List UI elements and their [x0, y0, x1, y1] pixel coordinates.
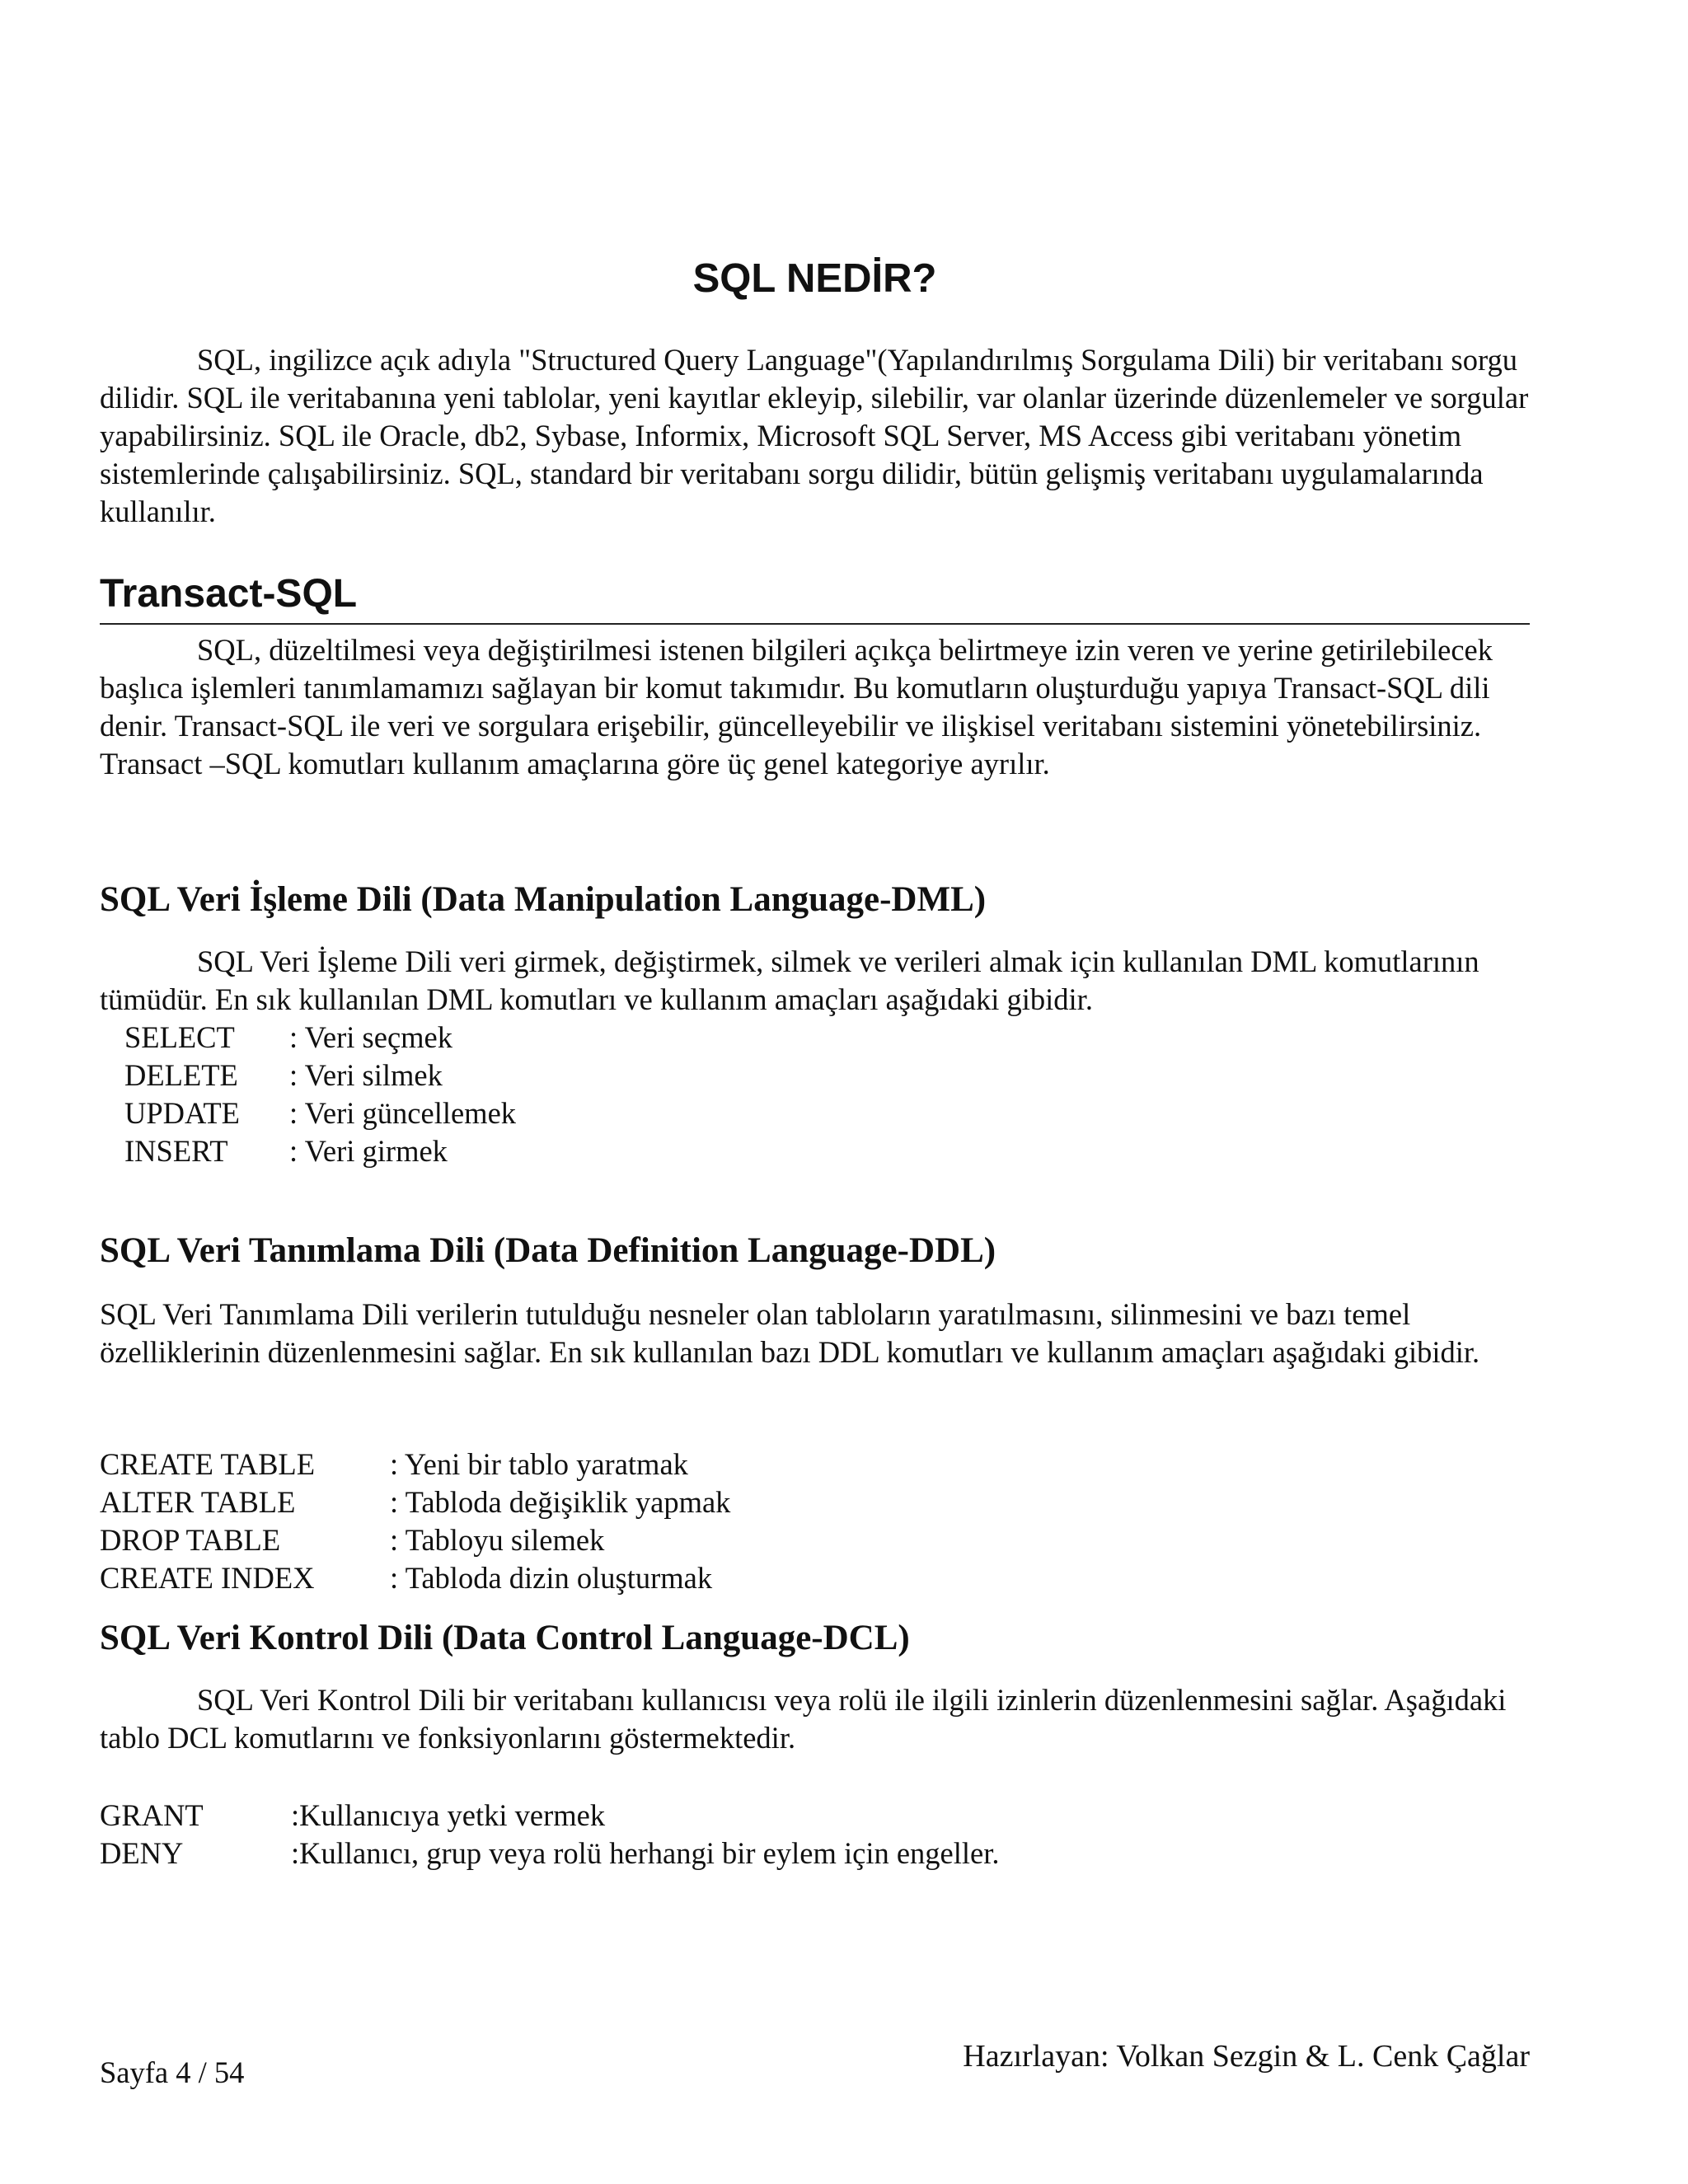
command-name: CREATE TABLE: [100, 1447, 316, 1481]
command-description: : Veri girmek: [289, 1134, 448, 1168]
command-description: :Kullanıcı, grup veya rolü herhangi bir eylem için engeller.: [291, 1836, 1000, 1870]
list-item: [100, 1835, 1000, 1872]
list-item: [124, 1057, 516, 1094]
command-description: : Tabloda değişiklik yapmak: [390, 1485, 731, 1519]
dml-command-list: [124, 1019, 516, 1170]
tsql-heading: Transact-SQL: [100, 572, 358, 616]
author-credit: Hazırlayan: Volkan Sezgin & L. Cenk Çağlar: [963, 2039, 1530, 2074]
list-item: [100, 1797, 1000, 1835]
command-description: : Tabloyu silemek: [390, 1523, 605, 1557]
command-name: DROP TABLE: [100, 1523, 281, 1557]
ddl-heading: SQL Veri Tanımlama Dili (Data Definition Language-DDL): [100, 1231, 996, 1270]
list-item: [100, 1483, 730, 1521]
heading-divider: [100, 623, 1530, 625]
document-page: [100, 0, 1530, 2184]
command-name: DENY: [100, 1836, 184, 1870]
tsql-paragraph: SQL, düzeltilmesi veya değiştirilmesi istenen bilgileri açıkça belirtmeye izin veren ve yerine getirilebilecek başlıca işlemleri tanımlamamızı sağlayan bir komut takımıdır. Bu komutların oluşturduğu yapıya Transact-SQL dili denir. Transact-SQL ile veri ve sorgulara erişebilir, güncelleyebilir ve ilişkisel veritabanı sistemini yönetebilirsiniz. Transact –SQL komutları kullanım amaçlarına göre üç genel kategoriye ayrılır.: [100, 633, 1493, 780]
command-name: DELETE: [124, 1058, 238, 1092]
page-number: Sayfa 4 / 54: [100, 2055, 245, 2089]
command-description: : Veri seçmek: [289, 1020, 452, 1054]
dml-paragraph: SQL Veri İşleme Dili veri girmek, değiştirmek, silmek ve verileri almak için kullanılan DML komutlarının tümüdür. En sık kullanılan DML komutları ve kullanım amaçları aşağıdaki gibidir.: [100, 944, 1479, 1016]
list-item: [124, 1094, 516, 1132]
page-title: SQL NEDİR?: [692, 256, 937, 301]
list-item: [100, 1559, 730, 1597]
intro-paragraph: SQL, ingilizce açık adıyla "Structured Query Language"(Yapılandırılmış Sorgulama Dili) bir veritabanı sorgu dilidir. SQL ile veritabanına yeni tablolar, yeni kayıtlar ekleyip, silebilir, var olanlar üzerinde düzenlemeler ve sorgular yapabilirsiniz. SQL ile Oracle, db2, Sybase, Informix, Microsoft SQL Server, MS Access gibi veritabanı yönetim sistemlerinde çalışabilirsiniz. SQL, standard bir veritabanı sorgu dilidir, bütün gelişmiş veritabanı uygulamalarında kullanılır.: [100, 343, 1529, 528]
dcl-paragraph: SQL Veri Kontrol Dili bir veritabanı kullanıcısı veya rolü ile ilgili izinlerin düzenlenmesini sağlar. Aşağıdaki tablo DCL komutlarını ve fonksiyonlarını göstermektedir.: [100, 1683, 1507, 1755]
command-name: GRANT: [100, 1798, 204, 1832]
command-name: UPDATE: [124, 1096, 240, 1130]
command-description: : Yeni bir tablo yaratmak: [390, 1447, 688, 1481]
command-description: :Kullanıcıya yetki vermek: [291, 1798, 606, 1832]
list-item: [100, 1446, 730, 1483]
dcl-heading: SQL Veri Kontrol Dili (Data Control Language-DCL): [100, 1619, 910, 1657]
list-item: [100, 1521, 730, 1559]
dcl-command-list: [100, 1797, 1000, 1872]
ddl-paragraph: SQL Veri Tanımlama Dili verilerin tutulduğu nesneler olan tabloların yaratılmasını, silinmesini ve bazı temel özelliklerinin düzenlenmesini sağlar. En sık kullanılan bazı DDL komutları ve kullanım amaçları aşağıdaki gibidir.: [100, 1297, 1480, 1369]
dml-heading: SQL Veri İşleme Dili (Data Manipulation Language-DML): [100, 880, 987, 919]
command-description: : Veri silmek: [289, 1058, 443, 1092]
list-item: [124, 1132, 516, 1170]
command-name: CREATE INDEX: [100, 1561, 315, 1595]
command-name: ALTER TABLE: [100, 1485, 296, 1519]
command-description: : Veri güncellemek: [289, 1096, 517, 1130]
list-item: [124, 1019, 516, 1057]
ddl-command-list: [100, 1446, 730, 1597]
command-description: : Tabloda dizin oluşturmak: [390, 1561, 713, 1595]
command-name: SELECT: [124, 1020, 235, 1054]
command-name: INSERT: [124, 1134, 228, 1168]
